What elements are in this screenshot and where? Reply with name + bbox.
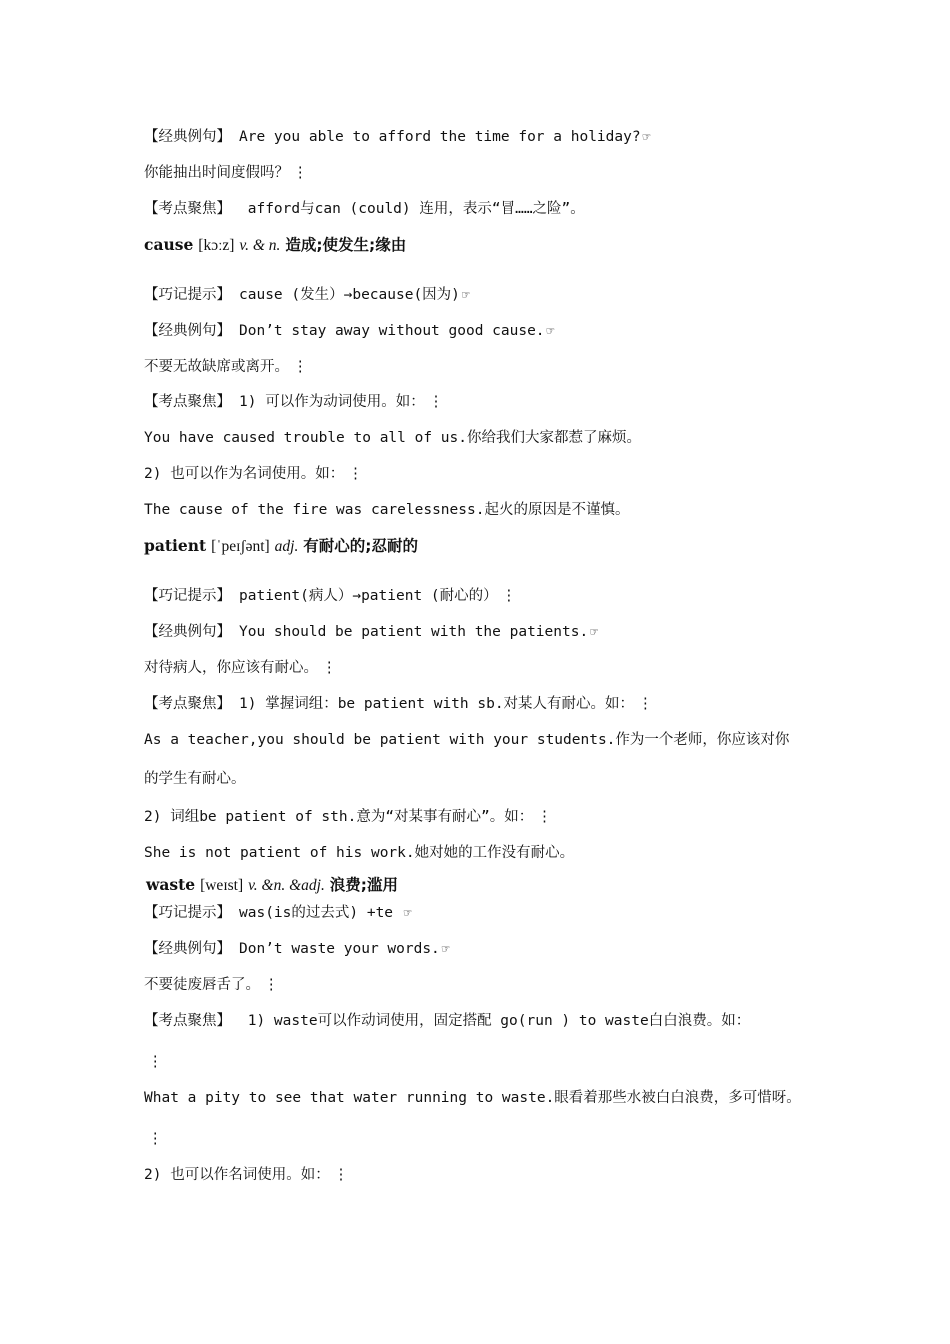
- hand-icon: ☞: [546, 324, 555, 339]
- paragraph-mark: ⋮: [322, 660, 337, 676]
- paragraph-mark: ⋮: [264, 977, 279, 993]
- focus-line: 2) 也可以作名词使用。如： ⋮: [144, 1167, 349, 1183]
- example-line: 【经典例句】 You should be patient with the patients. ☞: [144, 622, 598, 643]
- example-line: 【经典例句】 Are you able to afford the time for a holiday? ☞: [144, 127, 650, 148]
- focus-line: 2) 也可以作为名词使用。如： ⋮: [144, 466, 363, 482]
- continuation-line: [144, 1052, 163, 1072]
- focus-line: 【考点聚焦】 1) 可以作为动词使用。如： ⋮: [144, 394, 444, 410]
- paragraph-mark: ⋮: [148, 1054, 163, 1070]
- translation-line: 不要无故缺席或离开。 ⋮: [144, 359, 308, 375]
- hand-icon: ☞: [642, 130, 651, 145]
- sentence-line: As a teacher,you should be patient with your students.作为一个老师，你应该对你: [144, 732, 790, 748]
- hand-icon: ☞: [441, 942, 450, 957]
- hand-icon: ☞: [590, 625, 599, 640]
- tip-line: 【巧记提示】 cause (发生）→because(因为) ☞: [144, 285, 470, 306]
- headword-waste: waste [weɪst] v. &n. &adj. 浪费;滥用: [146, 875, 398, 894]
- focus-line: 【考点聚焦】 1) 掌握词组：be patient with sb.对某人有耐心。如： ⋮: [144, 696, 653, 712]
- translation-line: 你能抽出时间度假吗？ ⋮: [144, 165, 308, 181]
- sentence-line: What a pity to see that water running to waste.眼看着那些水被白白浪费，多可惜呀。: [144, 1090, 801, 1106]
- headword-patient: patient [ˈpeɪʃənt] adj. 有耐心的;忍耐的: [144, 536, 418, 555]
- tip-line: 【巧记提示】 was(is的过去式) +te ☞: [144, 903, 412, 924]
- paragraph-mark: ⋮: [293, 359, 308, 375]
- paragraph-mark: ⋮: [537, 809, 552, 825]
- paragraph-mark: ⋮: [428, 394, 444, 410]
- sentence-line: She is not patient of his work.她对她的工作没有耐心。: [144, 845, 575, 861]
- paragraph-mark: ⋮: [638, 696, 653, 712]
- example-line: 【经典例句】 Don’t stay away without good cause. ☞: [144, 321, 554, 342]
- focus-line: 2) 词组be patient of sth.意为“对某事有耐心”。如： ⋮: [144, 809, 552, 825]
- paragraph-mark: ⋮: [348, 466, 363, 482]
- example-line: 【经典例句】 Don’t waste your words. ☞: [144, 939, 450, 960]
- hand-icon: ☞: [461, 288, 470, 303]
- focus-line: 【考点聚焦】 1) waste可以作动词使用，固定搭配 go(run ) to waste白白浪费。如：: [144, 1013, 751, 1029]
- sentence-line: 的学生有耐心。: [144, 771, 246, 787]
- continuation-line: [144, 1129, 163, 1149]
- paragraph-mark: ⋮: [293, 165, 308, 181]
- paragraph-mark: ⋮: [501, 588, 517, 604]
- tip-line: 【巧记提示】 patient(病人）→patient (耐心的） ⋮: [144, 588, 517, 604]
- sentence-line: You have caused trouble to all of us.你给我们大家都惹了麻烦。: [144, 430, 641, 446]
- paragraph-mark: ⋮: [333, 1167, 349, 1183]
- hand-icon: ☞: [403, 906, 412, 921]
- sentence-line: The cause of the fire was carelessness.起火的原因是不谨慎。: [144, 502, 630, 518]
- headword-cause: cause [kɔːz] v. & n. 造成;使发生;缘由: [144, 235, 407, 254]
- focus-line: 【考点聚焦】 afford与can (could) 连用，表示“冒……之险”。: [144, 201, 585, 217]
- translation-line: 不要徒废唇舌了。 ⋮: [144, 977, 279, 993]
- translation-line: 对待病人，你应该有耐心。 ⋮: [144, 660, 337, 676]
- paragraph-mark: ⋮: [148, 1131, 163, 1147]
